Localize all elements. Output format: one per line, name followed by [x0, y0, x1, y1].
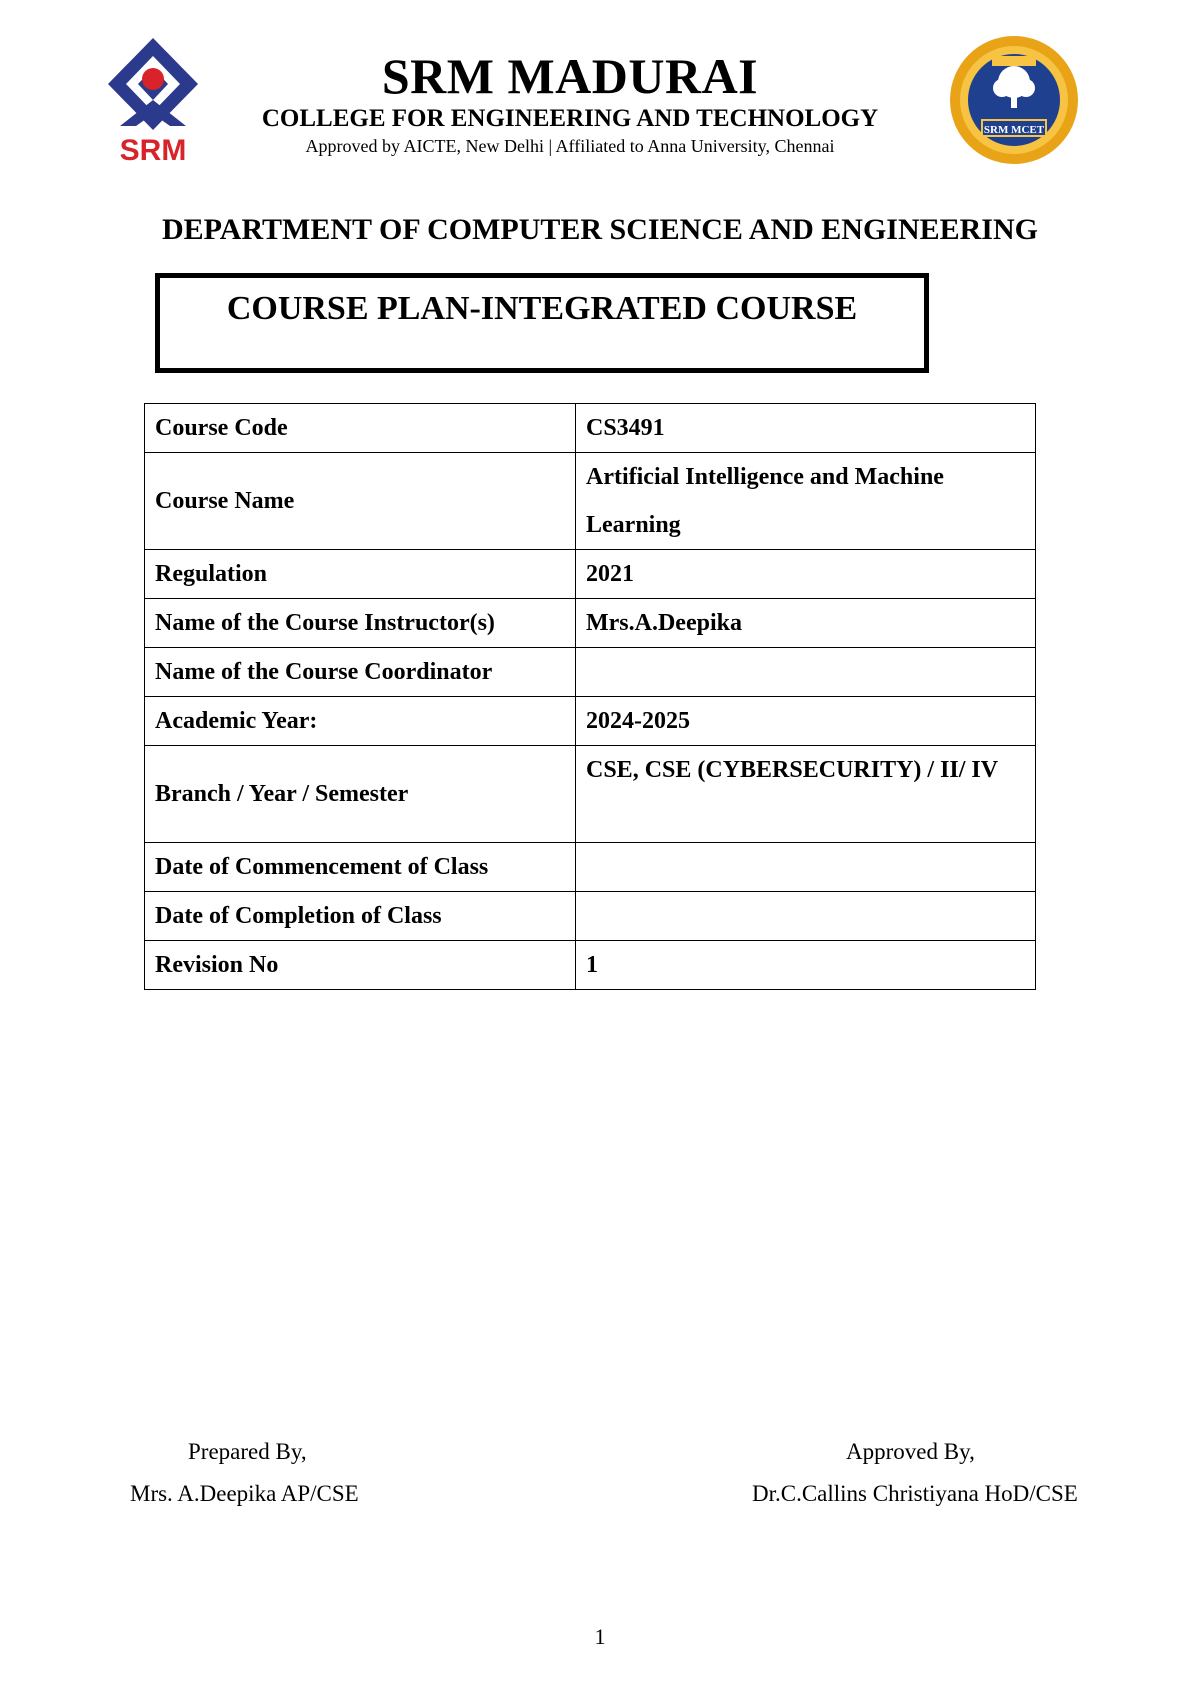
seal-text: SRM MCET: [983, 124, 1045, 136]
coordinator-value: [576, 648, 1036, 697]
college-name: COLLEGE FOR ENGINEERING AND TECHNOLOGY: [261, 105, 879, 132]
srm-logo-text: SRM: [119, 134, 187, 166]
academic-year-label: Academic Year:: [145, 697, 576, 746]
table-row: [145, 892, 1036, 941]
table-row: [145, 404, 1036, 453]
table-row: [145, 648, 1036, 697]
approval-line: Approved by AICTE, New Delhi | Affiliated to Anna University, Chennai: [305, 136, 835, 156]
table-row: [145, 550, 1036, 599]
course-plan-title-box: [155, 273, 929, 373]
regulation-label: Regulation: [145, 550, 576, 599]
srm-mcet-seal: [948, 34, 1080, 166]
course-code-value: CS3491: [576, 404, 1036, 453]
department-heading: DEPARTMENT OF COMPUTER SCIENCE AND ENGINEERING: [162, 213, 1038, 246]
table-row: [145, 697, 1036, 746]
academic-year-value: 2024-2025: [576, 697, 1036, 746]
course-name-label: Course Name: [145, 453, 576, 550]
table-row: [145, 453, 1036, 550]
page-number: 1: [594, 1624, 606, 1649]
table-row: [145, 746, 1036, 843]
completion-date-value: [576, 892, 1036, 941]
completion-date-label: Date of Completion of Class: [145, 892, 576, 941]
table-row: [145, 843, 1036, 892]
revision-label: Revision No: [145, 941, 576, 990]
coordinator-label: Name of the Course Coordinator: [145, 648, 576, 697]
course-name-value: Artificial Intelligence and Machine Learning: [576, 453, 1036, 550]
revision-value: 1: [576, 941, 1036, 990]
commencement-date-label: Date of Commencement of Class: [145, 843, 576, 892]
branch-year-semester-value: CSE, CSE (CYBERSECURITY) / II/ IV: [576, 746, 1036, 843]
commencement-date-value: [576, 843, 1036, 892]
table-row: [145, 599, 1036, 648]
instructor-label: Name of the Course Instructor(s): [145, 599, 576, 648]
approved-by-name: Dr.C.Callins Christiyana HoD/CSE: [752, 1481, 1078, 1506]
branch-year-semester-label: Branch / Year / Semester: [145, 746, 576, 843]
prepared-by-label: Prepared By,: [188, 1439, 307, 1464]
course-info-table: [144, 403, 1036, 990]
institution-name: SRM MADURAI: [381, 48, 759, 104]
approved-by-label: Approved By,: [846, 1439, 975, 1464]
course-plan-title: COURSE PLAN-INTEGRATED COURSE: [226, 290, 858, 327]
table-row: [145, 941, 1036, 990]
prepared-by-name: Mrs. A.Deepika AP/CSE: [130, 1481, 359, 1506]
regulation-value: 2021: [576, 550, 1036, 599]
srm-logo: [100, 34, 206, 166]
instructor-value: Mrs.A.Deepika: [576, 599, 1036, 648]
course-code-label: Course Code: [145, 404, 576, 453]
